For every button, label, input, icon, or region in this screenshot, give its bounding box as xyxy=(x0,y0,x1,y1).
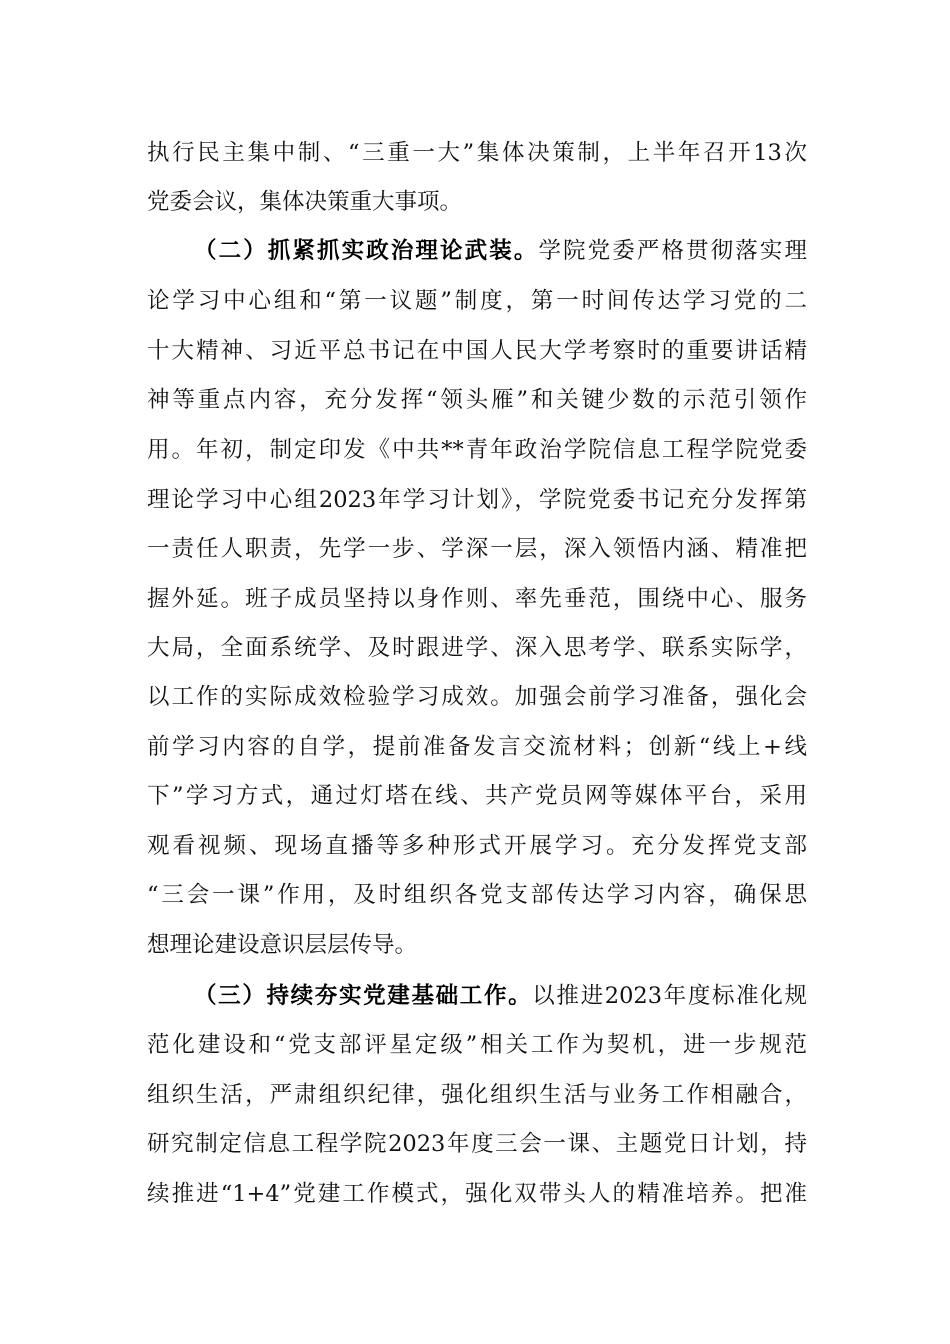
paragraph-line: 续推进“1+4”党建工作模式，强化双带头人的精准培养。把准 xyxy=(147,1181,807,1207)
paragraph-line: 理论学习中心组2023年学习计划》，学院党委书记充分发挥第 xyxy=(147,487,807,513)
paragraph-line: 观看视频、现场直播等多种形式开展学习。充分发挥党支部 xyxy=(147,833,807,859)
paragraph-line: 十大精神、习近平总书记在中国人民大学考察时的重要讲话精 xyxy=(147,338,807,364)
paragraph-line: 大局，全面系统学、及时跟进学、深入思考学、联系实际学， xyxy=(147,635,807,661)
paragraph-line: 党委会议，集体决策重大事项。 xyxy=(147,189,463,215)
section-2-first-line xyxy=(194,231,807,271)
paragraph-line: 神等重点内容，充分发挥“领头雁”和关键少数的示范引领作 xyxy=(147,387,807,413)
paragraph-text: 以推进2023年度标准化规 xyxy=(532,983,807,1009)
paragraph-line: 一责任人职责，先学一步、学深一层，深入领悟内涵、精准把 xyxy=(147,536,807,562)
paragraph-line: 前学习内容的自学，提前准备发言交流材料；创新“线上+线 xyxy=(147,734,807,760)
paragraph-line: 以工作的实际成效检验学习成效。加强会前学习准备，强化会 xyxy=(147,684,807,710)
paragraph-line: 下”学习方式，通过灯塔在线、共产党员网等媒体平台，采用 xyxy=(147,783,807,809)
section-3-first-line xyxy=(194,976,807,1016)
paragraph-text: 学院党委严格贯彻落实理 xyxy=(538,238,807,264)
section-3-heading: （三）持续夯实党建基础工作。 xyxy=(194,983,533,1009)
paragraph-line: 研究制定信息工程学院2023年度三会一课、主题党日计划，持 xyxy=(147,1131,807,1157)
paragraph-line: 组织生活，严肃组织纪律，强化组织生活与业务工作相融合， xyxy=(147,1082,807,1108)
paragraph-line: 论学习中心组和“第一议题”制度，第一时间传达学习党的二 xyxy=(147,288,807,314)
paragraph-line: 范化建设和“党支部评星定级”相关工作为契机，进一步规范 xyxy=(147,1032,807,1058)
paragraph-line: 用。年初，制定印发《中共**青年政治学院信息工程学院党委 xyxy=(147,437,807,463)
paragraph-line: “三会一课”作用，及时组织各党支部传达学习内容，确保思 xyxy=(147,882,807,908)
paragraph-line: 执行民主集中制、“三重一大”集体决策制，上半年召开13次 xyxy=(147,140,807,166)
paragraph-line: 握外延。班子成员坚持以身作则、率先垂范，围绕中心、服务 xyxy=(147,586,807,612)
paragraph-line: 想理论建设意识层层传导。 xyxy=(147,932,418,958)
section-2-heading: （二）抓紧抓实政治理论武装。 xyxy=(194,238,539,264)
